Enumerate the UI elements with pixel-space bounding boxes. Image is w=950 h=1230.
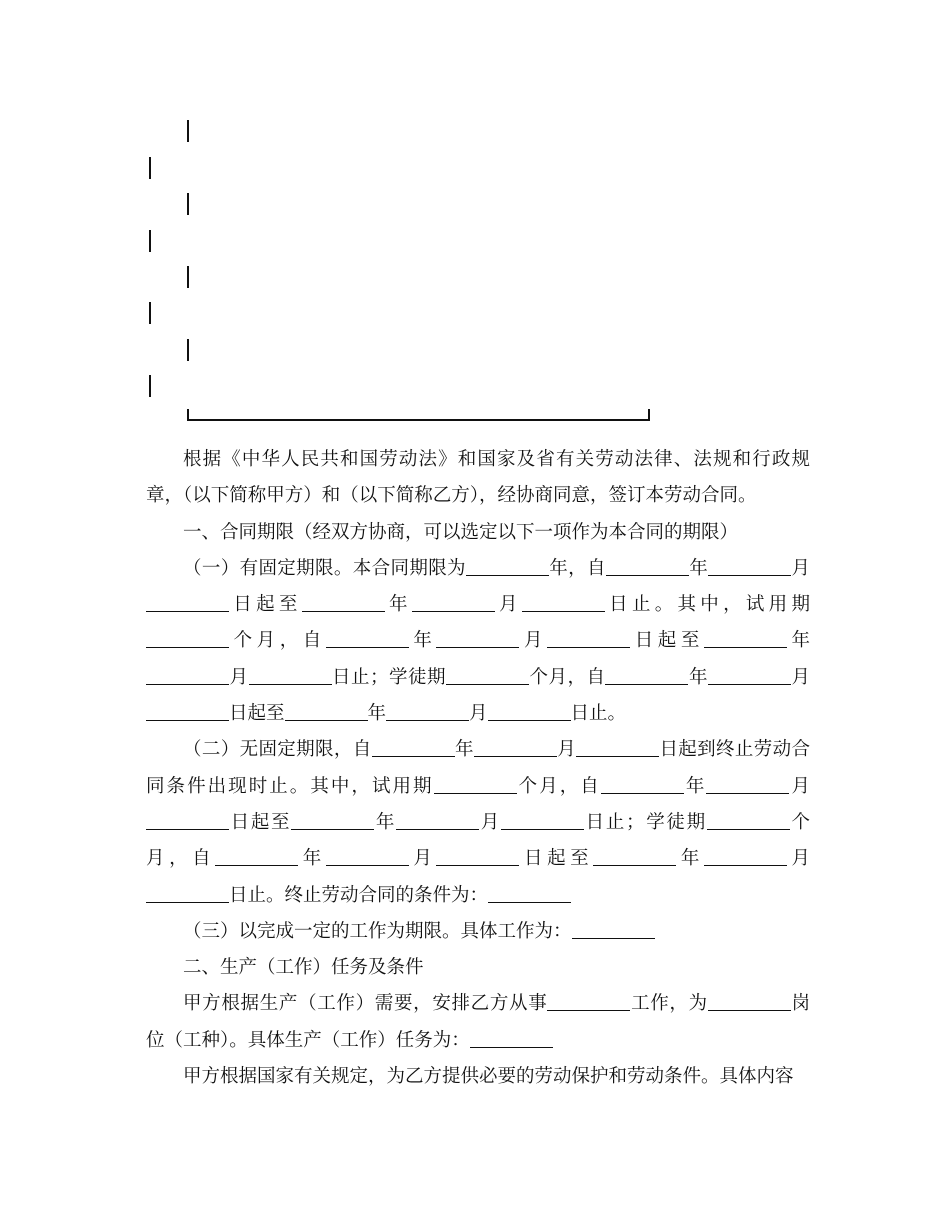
- fill-blank[interactable]: [302, 593, 385, 613]
- frame-line: [149, 230, 151, 252]
- fill-blank[interactable]: [285, 702, 368, 722]
- section-heading: [146, 950, 810, 986]
- paragraph-text: 月: [479, 811, 501, 833]
- fill-blank[interactable]: [146, 702, 229, 722]
- frame-line: [187, 120, 189, 142]
- fill-blank[interactable]: [605, 665, 688, 685]
- fill-blank[interactable]: [291, 810, 374, 830]
- paragraph-text: 年: [454, 739, 474, 761]
- paragraph-text: 个月，自: [528, 666, 606, 688]
- paragraph-text: 月: [229, 666, 249, 688]
- fill-blank[interactable]: [146, 883, 229, 903]
- paragraph-text: 年: [384, 594, 412, 616]
- paragraph-text: 日起至: [630, 630, 704, 652]
- paragraph-text: 年: [688, 666, 708, 688]
- paragraph: [146, 1059, 810, 1095]
- contract-body: [146, 442, 810, 1095]
- paragraph-text: 一、合同期限（经双方协商，可以选定以下一项作为本合同的期限）: [183, 521, 739, 543]
- fill-blank[interactable]: [547, 629, 630, 649]
- paragraph-text: 个月，自: [146, 811, 810, 870]
- paragraph-text: 月: [791, 557, 810, 579]
- paragraph-text: 年: [786, 630, 810, 652]
- paragraph-text: 日起至: [229, 594, 302, 616]
- paragraph-text: 甲方根据国家有关规定，为乙方提供必要的劳动保护和劳动条件。具体内容: [183, 1066, 794, 1088]
- paragraph: [146, 442, 810, 515]
- fill-blank[interactable]: [249, 665, 332, 685]
- paragraph-text: 年: [408, 630, 437, 652]
- paragraph-text: 年: [374, 811, 397, 833]
- paragraph: [146, 551, 810, 732]
- fill-blank[interactable]: [522, 593, 605, 613]
- fill-blank[interactable]: [488, 883, 571, 903]
- fill-blank[interactable]: [146, 593, 229, 613]
- fill-blank[interactable]: [606, 556, 689, 576]
- paragraph-text: 月: [786, 848, 810, 870]
- paragraph-text: 岗位（工种）。具体生产（工作）任务为：: [146, 993, 810, 1051]
- paragraph-text: 月: [789, 775, 810, 797]
- paragraph-text: 个月，自: [516, 775, 601, 797]
- fill-blank[interactable]: [470, 1028, 553, 1048]
- fill-blank[interactable]: [215, 847, 298, 867]
- paragraph-text: 日起至: [229, 811, 292, 833]
- fill-blank[interactable]: [372, 738, 455, 758]
- fill-blank[interactable]: [326, 629, 409, 649]
- fill-blank[interactable]: [706, 774, 789, 794]
- fill-blank[interactable]: [708, 665, 791, 685]
- fill-blank[interactable]: [326, 847, 409, 867]
- paragraph-text: 日止；学徒期: [331, 666, 446, 688]
- frame-line: [149, 302, 151, 324]
- fill-blank[interactable]: [146, 629, 229, 649]
- fill-blank[interactable]: [436, 847, 519, 867]
- fill-blank[interactable]: [547, 992, 630, 1012]
- section-heading: [146, 515, 810, 551]
- paragraph-text: 日止。终止劳动合同的条件为：: [229, 884, 489, 906]
- paragraph: [146, 986, 810, 1059]
- paragraph-text: 日起至: [519, 848, 594, 870]
- fill-blank[interactable]: [572, 919, 655, 939]
- paragraph-text: 年: [298, 848, 326, 870]
- paragraph-text: 年: [688, 557, 709, 579]
- paragraph: [146, 914, 810, 950]
- fill-blank[interactable]: [446, 665, 529, 685]
- frame-line: [149, 375, 151, 397]
- fill-blank[interactable]: [704, 629, 787, 649]
- paragraph-text: 年: [683, 775, 707, 797]
- paragraph-text: 日止。其中，试用期: [604, 594, 810, 616]
- fill-blank[interactable]: [593, 847, 676, 867]
- paragraph-text: 月: [408, 848, 437, 870]
- fill-blank[interactable]: [146, 665, 229, 685]
- paragraph-text: 年: [676, 848, 704, 870]
- paragraph-text: 日起到终止劳动合同条件出现时止。其中，试用期: [146, 739, 810, 797]
- paragraph-text: 月: [469, 703, 488, 725]
- fill-blank[interactable]: [466, 556, 549, 576]
- paragraph-text: 年: [367, 703, 387, 725]
- paragraph-text: 个月，自: [229, 630, 326, 652]
- paragraph-text: 年，自: [548, 557, 606, 579]
- fill-blank[interactable]: [436, 629, 519, 649]
- paragraph-text: （一）有固定期限。本合同期限为: [183, 557, 466, 579]
- paragraph-text: 日起至: [229, 703, 285, 725]
- fill-blank[interactable]: [386, 702, 469, 722]
- paragraph-text: 根据《中华人民共和国劳动法》和国家及省有关劳动法律、法规和行政规章，（以下简称甲方）和（以下简称乙方），经协商同意，签订本劳动合同。: [146, 449, 810, 507]
- frame-bottom: [187, 409, 650, 421]
- paragraph-text: 月: [790, 666, 810, 688]
- paragraph-text: 甲方根据生产（工作）需要，安排乙方从事: [183, 993, 548, 1015]
- frame-line: [149, 157, 151, 179]
- fill-blank[interactable]: [412, 593, 495, 613]
- fill-blank[interactable]: [501, 810, 584, 830]
- fill-blank[interactable]: [601, 774, 684, 794]
- fill-blank[interactable]: [576, 738, 659, 758]
- paragraph-text: （三）以完成一定的工作为期限。具体工作为：: [183, 920, 572, 942]
- frame-line: [187, 339, 189, 361]
- paragraph-text: 月: [519, 630, 548, 652]
- fill-blank[interactable]: [708, 556, 791, 576]
- paragraph-text: 月: [494, 594, 522, 616]
- paragraph-text: 日止；学徒期: [583, 811, 707, 833]
- fill-blank[interactable]: [434, 774, 517, 794]
- frame-line: [187, 193, 189, 215]
- fill-blank[interactable]: [708, 992, 791, 1012]
- fill-blank[interactable]: [704, 847, 787, 867]
- fill-blank[interactable]: [707, 810, 790, 830]
- paragraph: [146, 732, 810, 913]
- fill-blank[interactable]: [146, 810, 229, 830]
- paragraph-text: （二）无固定期限，自: [183, 739, 372, 761]
- frame-line: [187, 266, 189, 288]
- paragraph-text: 二、生产（工作）任务及条件: [183, 957, 424, 979]
- paragraph-text: 工作，为: [630, 993, 708, 1015]
- fill-blank[interactable]: [474, 738, 557, 758]
- fill-blank[interactable]: [396, 810, 479, 830]
- paragraph-text: 日止。: [570, 703, 627, 725]
- paragraph-text: 月: [556, 739, 577, 761]
- fill-blank[interactable]: [488, 702, 571, 722]
